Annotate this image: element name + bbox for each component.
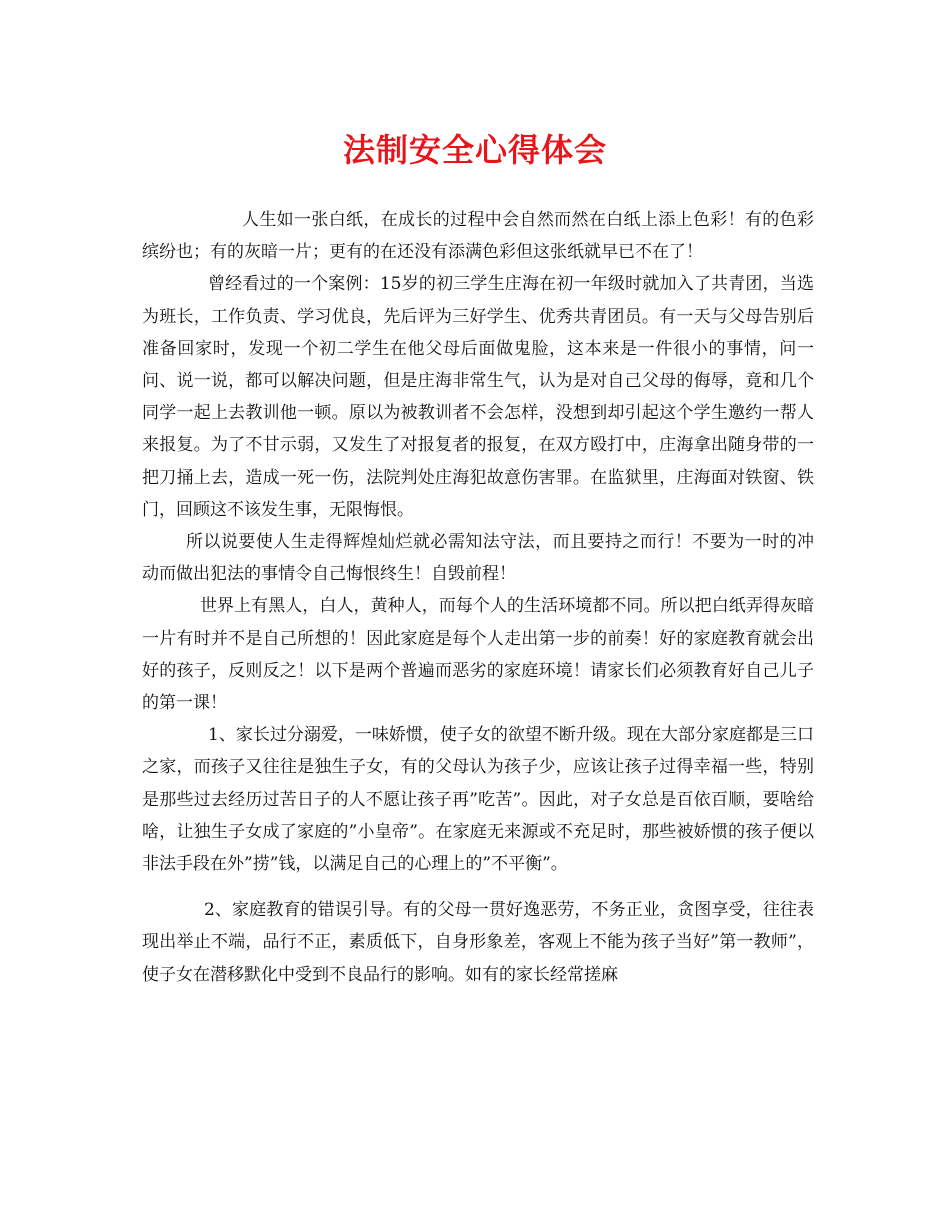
paragraph-point-1: 1、家长过分溺爱，一味娇惯，使子女的欲望不断升级。现在大部分家庭都是三口之家，而孩子又往往是独生子女，有的父母认为孩子少，应该让孩子过得幸福一些，特别是那些过去经历过苦日子的人不愿让孩子再”吃苦”。因此，对子女总是百依百顺，要啥给啥，让独生子女成了家庭的”小皇帝”。在家庭无来源或不充足时，那些被娇惯的孩子便以非法手段在外”捞”钱，以满足自己的心理上的”不平衡”。 bbox=[142, 725, 814, 875]
document-title: 法制安全心得体会 bbox=[342, 131, 607, 169]
paragraph-case-story: 曾经看过的一个案例：15岁的初三学生庄海在初一年级时就加入了共青团，当选为班长，工作负责、学习优良，先后评为三好学生、优秀共青团员。有一天与父母告别后准备回家时，发现一个初二学生在他父母后面做鬼脸，这本来是一件很小的事情，问一问、说一说，都可以解决问题，但是庄海非常生气，认为是对自己父母的侮辱，竟和几个同学一起上去教训他一顿。原以为被教训者不会怎样，没想到却引起这个学生邀约一帮人来报复。为了不甘示弱，又发生了对报复者的报复，在双方殴打中，庄海拿出随身带的一把刀捅上去，造成一死一伤，法院判处庄海犯故意伤害罪。在监狱里，庄海面对铁窗、铁门，回顾这不该发生事，无限悔恨。 bbox=[142, 274, 814, 520]
document-body bbox=[142, 204, 814, 991]
paragraph-intro: 人生如一张白纸，在成长的过程中会自然而然在白纸上添上色彩！有的色彩缤纷也；有的灰暗一片；更有的在还没有添满色彩但这张纸就早已不在了！ bbox=[142, 210, 814, 263]
paragraph-family-environment: 世界上有黑人，白人，黄种人，而每个人的生活环境都不同。所以把白纸弄得灰暗一片有时并不是自己所想的！因此家庭是每个人走出第一步的前奏！好的家庭教育就会出好的孩子，反则反之！以下是两个普遍而恶劣的家庭环境！请家长们必须教育好自己儿子的第一课！ bbox=[142, 596, 814, 714]
paragraph-point-2: 2、家庭教育的错误引导。有的父母一贯好逸恶劳，不务正业，贪图享受，往往表现出举止不端，品行不正，素质低下，自身形象差，客观上不能为孩子当好”第一教师”，使子女在潜移默化中受到不良品行的影响。如有的家长经常搓麻 bbox=[142, 900, 814, 985]
paragraph-obey-law: 所以说要使人生走得辉煌灿烂就必需知法守法，而且要持之而行！不要为一时的冲动而做出犯法的事情令自己悔恨终生！自毁前程！ bbox=[142, 532, 814, 585]
